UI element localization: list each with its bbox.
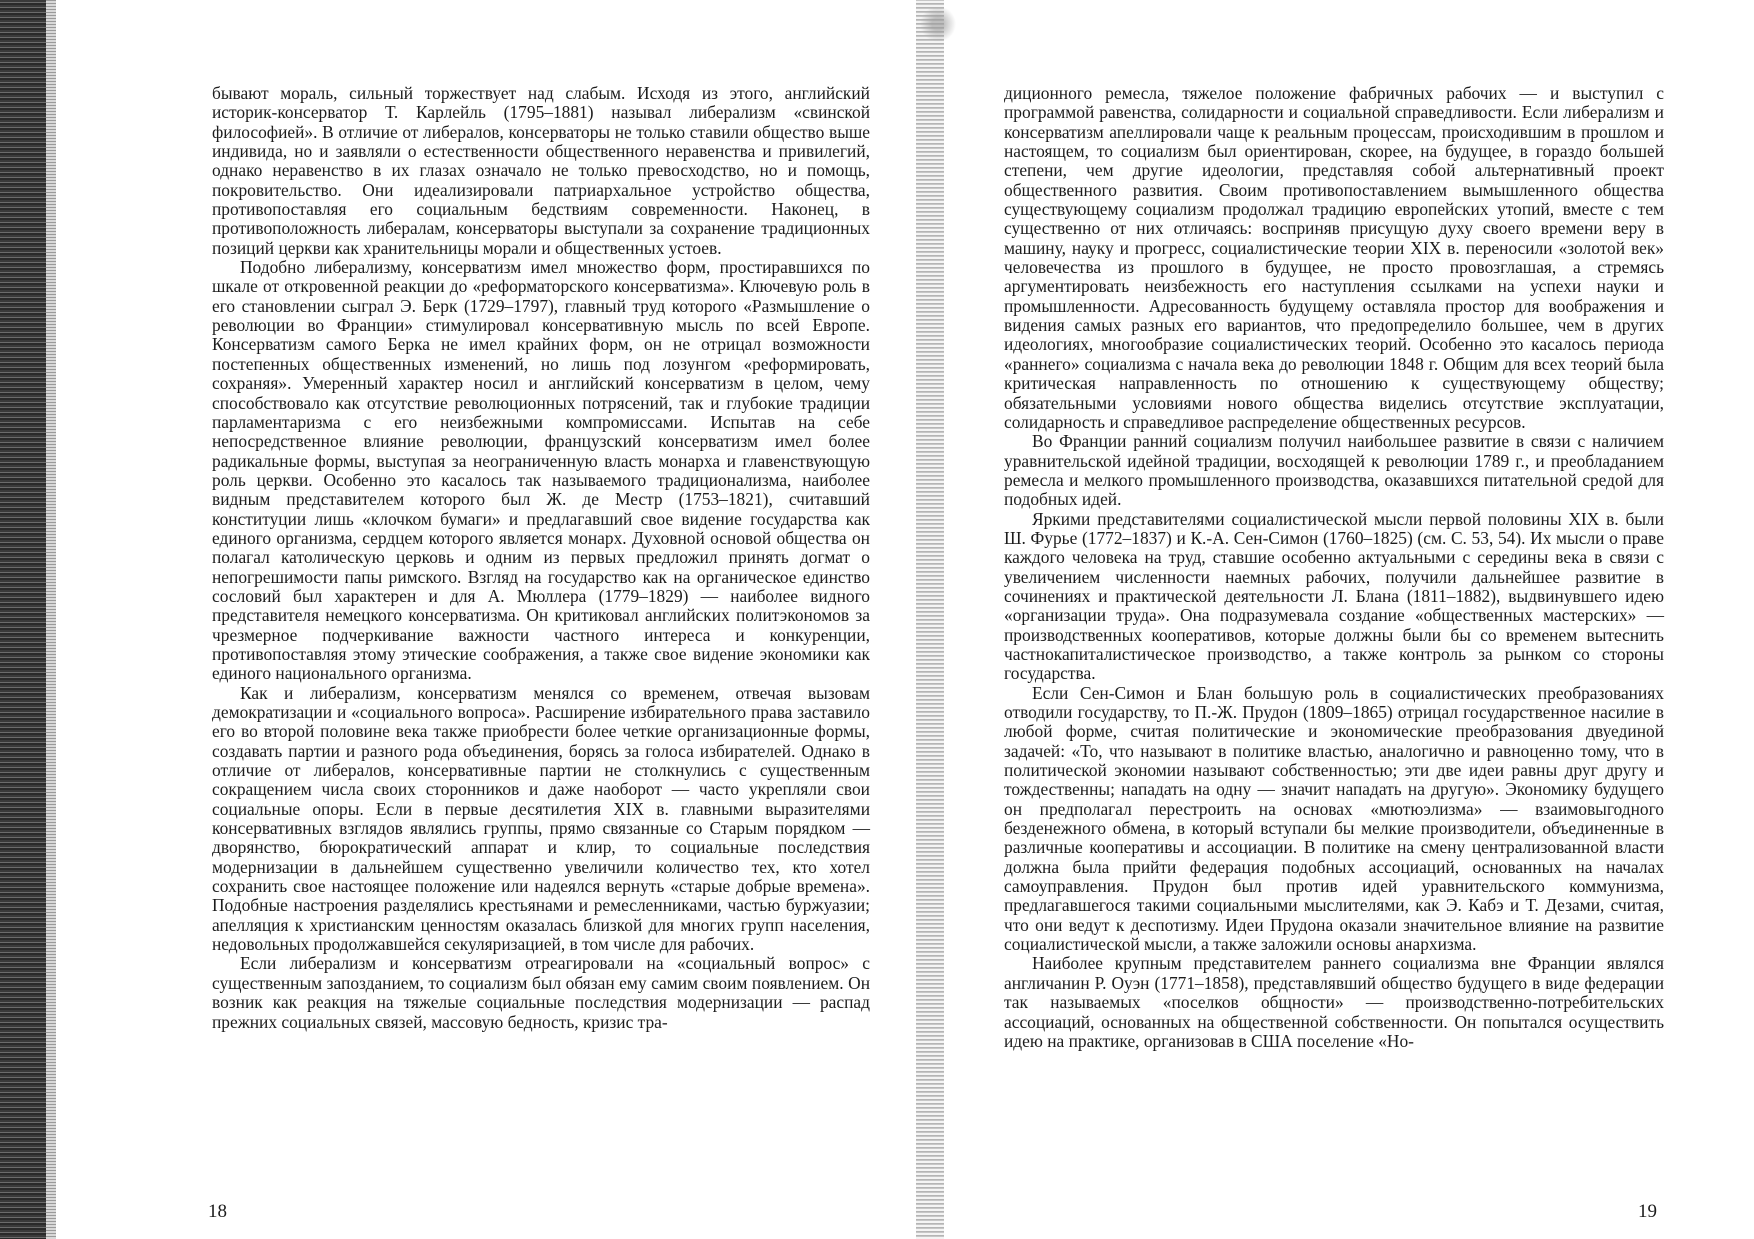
paragraph: Яркими представителями социалистической мысли первой половины XIX в. были Ш. Фурье (1772–1837) и К.-А. Сен-Симон (1760–1825) (см. С. 53, 54). Их мысли о праве каждого человека на труд, ставшие особенно актуальными с середины века в связи с увеличением численности наемных рабочих, получили дальнейшее развитие в сочинениях и практической деятельности Л. Блана (1811–1882), выдвинувшего идею «организации труда». Она подразумевала создание «общественных мастерских» — производственных кооперативов, которые должны были бы со временем вытеснить частнокапиталистическое производство, а также контроль за рынком со стороны государства. <box>1004 508 1664 684</box>
right-page-text <box>1004 84 1664 1051</box>
paragraph: Как и либерализм, консерватизм менялся со временем, отвечая вызовам демократизации и «социального вопроса». Расширение избирательного права заставило его во второй половине века также приобрести более четкие организационные формы, создавать партии и разного рода объединения, борясь за голоса избирателей. Однако в отличие от либералов, консервативные партии не столкнулись с существенным сокращением числа своих сторонников и даже наоборот — часто укрепляли свои социальные опоры. Если в первые десятилетия XIX в. главными выразителями консервативных взглядов являлись группы, прямо связанные со Старым порядком — дворянство, бюрократический аппарат и клир, то социальные последствия модернизации в дальнейшем существенно увеличили количество тех, кто хотел сохранить свое настоящее положение или надеялся вернуть «старые добрые времена». Подобные настроения разделялись крестьянами и ремесленниками, частью буржуазии; апелляция к христианским ценностям оказалась близкой для многих групп населения, недовольных продолжавшейся секуляризацией, в том числе для рабочих. <box>212 682 870 955</box>
paragraph: Наиболее крупным представителем раннего социализма вне Франции являлся англичанин Р. Оуэн (1771–1858), представлявший общество будущего в виде федерации так называемых «поселков общности» — производственно-потребительских ассоциаций, основанных на общественной собственности. Он попытался осуществить идею на практике, организовав в США поселение «Но- <box>1004 953 1664 1051</box>
paragraph: Подобно либерализму, консерватизм имел множество форм, простиравшихся по шкале от откровенной реакции до «реформаторского консерватизма». Ключевую роль в его становлении сыграл Э. Берк (1729–1797), главный труд которого «Размышление о революции во Франции» стимулировал консервативную мысль по всей Европе. Консерватизм самого Берка не имел крайних форм, он не отрицал возможности постепенных общественных изменений, но лишь под лозунгом «реформировать, сохраняя». Умеренный характер носил и английский консерватизм в целом, чему способствовало как отсутствие революционных потрясений, так и глубокие традиции парламентаризма с его неизбежными компромиссами. Испытав на себе непосредственное влияние революции, французский консерватизм имел более радикальные формы, выступая за неограниченную власть монарха и главенствующую роль церкви. Особенно это касалось так называемого традиционализма, наиболее видным представителем которого был Ж. де Местр (1753–1821), считавший конституции лишь «клочком бумаги» и предлагавший свое видение государства как единого организма, сердцем которого является монарх. Духовной основой общества он полагал католическую церковь и одним из первых предложил принять догмат о непогрешимости папы римского. Взгляд на государство как на органическое единство сословий был характерен и для А. Мюллера (1779–1829) — наиболее видного представителя немецкого консерватизма. Он критиковал английских политэкономов за чрезмерное подчеркивание важности частного интереса и конкуренции, противопоставляя этому этические соображения, а также свое видение экономики как единого национального организма. <box>212 257 870 684</box>
paragraph: Во Франции ранний социализм получил наибольшее развитие в связи с наличием уравнительской идейной традиции, восходящей к революции 1789 г., и преобладанием ремесла и мелкого промышленного производства, оказавшихся питательной средой для подобных идей. <box>1004 431 1664 510</box>
page-number-right: 19 <box>1638 1201 1657 1222</box>
scan-edge-left <box>0 0 56 1239</box>
paragraph: бывают мораль, сильный торжествует над слабым. Исходя из этого, английский историк-консерватор Т. Карлейль (1795–1881) называл либерализм «свинской философией». В отличие от либералов, консерваторы не только ставили общество выше индивида, но и заявляли о естественности общественного неравенства и привилегий, однако неравенство в их глазах означало не только превосходство, но и помощь, покровительство. Они идеализировали патриархальное устройство общества, противопоставляя его социальным бедствиям современности. Наконец, в противоположность либералам, консерваторы выступали за сохранение традиционных позиций церкви как хранительницы морали и общественных устоев. <box>212 83 870 258</box>
paragraph: диционного ремесла, тяжелое положение фабричных рабочих — и выступил с программой равенства, солидарности и социальной справедливости. Если либерализм и консерватизм апеллировали чаще к реальным процессам, происходившим в прошлом и настоящем, то социализм был ориентирован, скорее, на будущее, в гораздо большей степени, чем другие идеологии, представляя собой альтернативный проект общественного развития. Своим противопоставлением вымышленного общества существующему социализм продолжал традицию европейских утопий, вместе с тем существенно от них отличаясь: восприняв присущую духу своего времени веру в машину, науку и прогресс, социалистические теории XIX в. переносили «золотой век» человечества из прошлого в будущее, не просто провозглашая, а стремясь аргументировать неизбежность его наступления ссылками на успехи науки и промышленности. Адресованность будущему оставляла простор для воображения и видения самых разных его вариантов, что предопределило большее, чем в других идеологиях, многообразие социалистических теорий. Особенно это касалось периода «раннего» социализма с начала века до революции 1848 г. Общим для всех теорий была критическая направленность по отношению к существующему обществу; обязательными условиями нового общества виделись отсутствие эксплуатации, солидарность и справедливое распределение общественных ресурсов. <box>1004 83 1664 432</box>
left-page-text <box>212 84 870 1032</box>
book-gutter <box>916 0 944 1239</box>
paragraph: Если Сен-Симон и Блан большую роль в социалистических преобразованиях отводили государству, то П.-Ж. Прудон (1809–1865) отрицал государственное насилие в любой форме, считая политические и экономические преобразования двуединой задачей: «То, что называют в политике властью, аналогично и равноценно тому, что в политической экономии называют собственностью; эти две идеи равны друг другу и тождественны; нападать на одну — значит нападать на другую». Экономику будущего он предполагал перестроить на основах «мютюэлизма» — взаимовыгодного безденежного обмена, в который вступали бы мелкие производители, объединенные в различные кооперативы и ассоциации. В политике на смену централизованной власти должна была прийти федерация подобных ассоциаций, основанных на началах самоуправления. Прудон был против идей уравнительского коммунизма, предлагавшегося такими социальными мыслителями, как Э. Кабэ и Т. Дезами, считая, что они ведут к деспотизму. Идеи Прудона оказали значительное влияние на развитие социалистической мысли, а также заложили основы анархизма. <box>1004 682 1664 955</box>
scan-artifact <box>920 8 980 48</box>
paragraph: Если либерализм и консерватизм отреагировали на «социальный вопрос» с существенным запозданием, то социализм был обязан ему самим своим появлением. Он возник как реакция на тяжелые социальные последствия модернизации — распад прежних социальных связей, массовую бедность, кризис тра- <box>212 953 870 1032</box>
page-number-left: 18 <box>208 1201 227 1222</box>
